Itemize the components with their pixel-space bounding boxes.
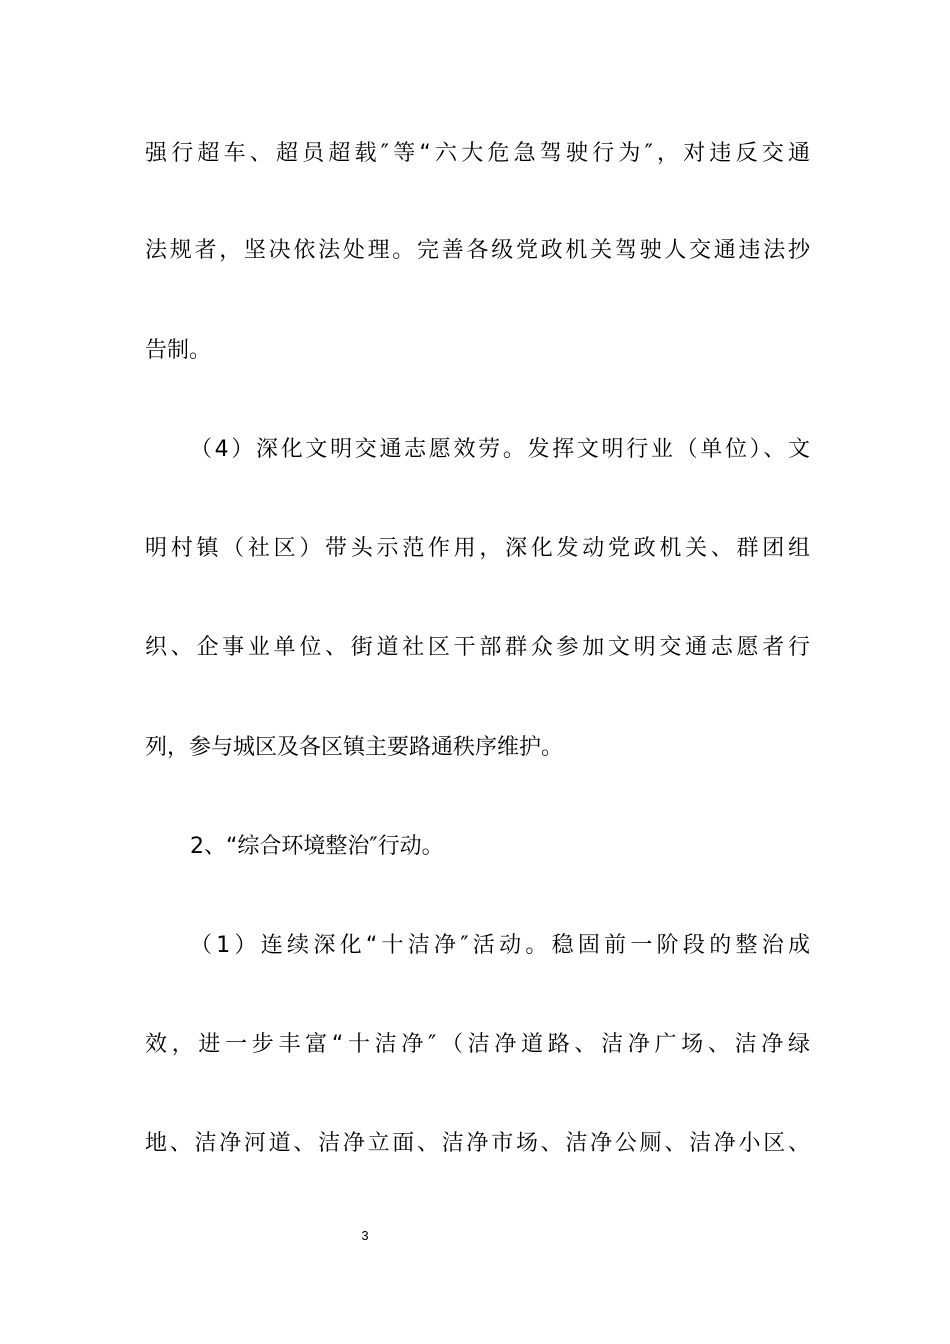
- text-line-10: 效，进一步丰富“十洁净″（洁净道路、洁净广场、洁净绿: [145, 1032, 810, 1057]
- text-line-5: 明村镇（社区）带头示范作用，深化发动党政机关、群团组: [145, 536, 810, 561]
- section-heading: 2、“综合环境整治″行动。: [190, 834, 444, 859]
- page-number: 3: [361, 1228, 369, 1243]
- text-line-2: 法规者，坚决依法处理。完善各级党政机关驾驶人交通违法抄: [145, 238, 810, 263]
- text-line-1: 强行超车、超员超载″等“六大危急驾驶行为″，对违反交通: [145, 141, 810, 166]
- text-line-3: 告制。: [145, 338, 212, 363]
- text-line-11: 地、洁净河道、洁净立面、洁净市场、洁净公厕、洁净小区、: [145, 1131, 810, 1156]
- text-line-7: 列，参与城区及各区镇主要路通秩序维护。: [145, 735, 564, 760]
- text-line-9: （1）连续深化“十洁净″活动。稳固前一阶段的整治成: [190, 933, 810, 958]
- text-line-4: （4）深化文明交通志愿效劳。发挥文明行业（单位）、文: [190, 437, 810, 462]
- text-line-6: 织、企事业单位、街道社区干部群众参加文明交通志愿者行: [145, 635, 810, 660]
